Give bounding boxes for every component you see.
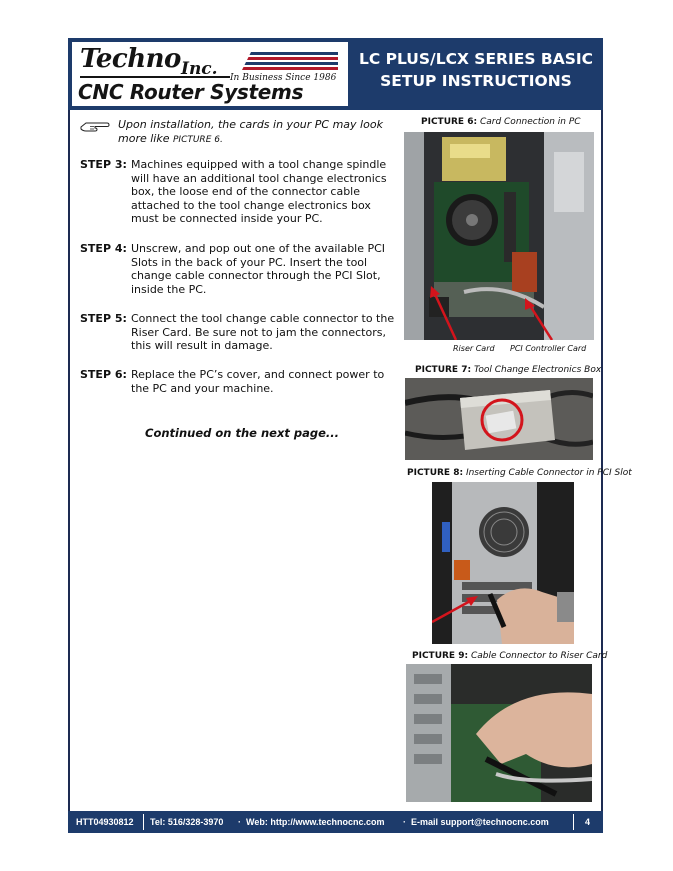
- logo-inc: Inc.: [181, 59, 218, 79]
- picture-8-arrow: [432, 482, 574, 644]
- footer-dot: ·: [238, 817, 241, 827]
- continued-note: Continued on the next page...: [145, 426, 339, 440]
- picture-8-caption: PICTURE 8: Inserting Cable Connector in PCI Slot: [407, 468, 632, 478]
- note-text: Upon installation, the cards in your PC may look more like PICTURE 6.: [118, 118, 383, 145]
- title-line-2: SETUP INSTRUCTIONS: [380, 72, 572, 90]
- callout-pci-controller-card: PCI Controller Card: [510, 344, 587, 353]
- logo-cnc-router-systems: CNC Router Systems: [78, 80, 304, 104]
- picture-9-photo: [406, 664, 592, 802]
- picture-6-photo: [404, 132, 594, 340]
- note-ref: PICTURE 6.: [172, 134, 223, 145]
- picture-9-caption: PICTURE 9: Cable Connector to Riser Card: [412, 651, 608, 661]
- step-body: Replace the PC’s cover, and connect power to the PC and your machine.: [131, 368, 385, 395]
- step-label: STEP 5:: [80, 312, 127, 325]
- logo-stripes: [233, 52, 338, 72]
- page-title: [352, 48, 600, 92]
- riser-card-image: [406, 664, 592, 802]
- picture-8-photo: [432, 482, 574, 644]
- logo-techno: Techno: [80, 44, 181, 74]
- footer-doc-id: HTT04930812: [76, 817, 134, 827]
- footer-separator: [143, 814, 144, 830]
- picture-7-photo: [405, 378, 593, 460]
- tool-change-box-image: [405, 378, 593, 460]
- picture-6-caption: PICTURE 6: Card Connection in PC: [421, 117, 581, 127]
- logo-tagline: In Business Since 1986: [230, 73, 337, 83]
- footer-email[interactable]: E-mail support@technocnc.com: [411, 817, 549, 827]
- step-label: STEP 6:: [80, 368, 127, 381]
- note: [80, 118, 390, 148]
- title-line-1: LC PLUS/LCX SERIES BASIC: [358, 50, 594, 68]
- footer: [68, 811, 603, 833]
- picture-7-caption: PICTURE 7: Tool Change Electronics Box: [415, 365, 602, 375]
- footer-separator: [573, 814, 574, 830]
- footer-dot: ·: [403, 817, 406, 827]
- step-body: Unscrew, and pop out one of the available PCI Slots in the back of your PC. Insert the tool change cable connector through the PCI Slot, inside the PC.: [131, 242, 386, 296]
- pointing-hand-icon: [80, 118, 110, 134]
- picture-6-arrows: [404, 132, 594, 340]
- step-body: Machines equipped with a tool change spindle will have an additional tool change electronics box, the loose end of the connector cable attached to the tool change electronics box must be connected inside your PC.: [131, 158, 387, 225]
- page-number: 4: [585, 817, 591, 827]
- footer-web[interactable]: Web: http://www.technocnc.com: [246, 817, 385, 827]
- step-label: STEP 4:: [80, 242, 127, 255]
- footer-tel: Tel: 516/328-3970: [150, 817, 224, 827]
- step-label: STEP 3:: [80, 158, 127, 171]
- callout-riser-card: Riser Card: [453, 344, 495, 353]
- step-body: Connect the tool change cable connector to the Riser Card. Be sure not to jam the connectors, this will result in damage.: [131, 312, 395, 352]
